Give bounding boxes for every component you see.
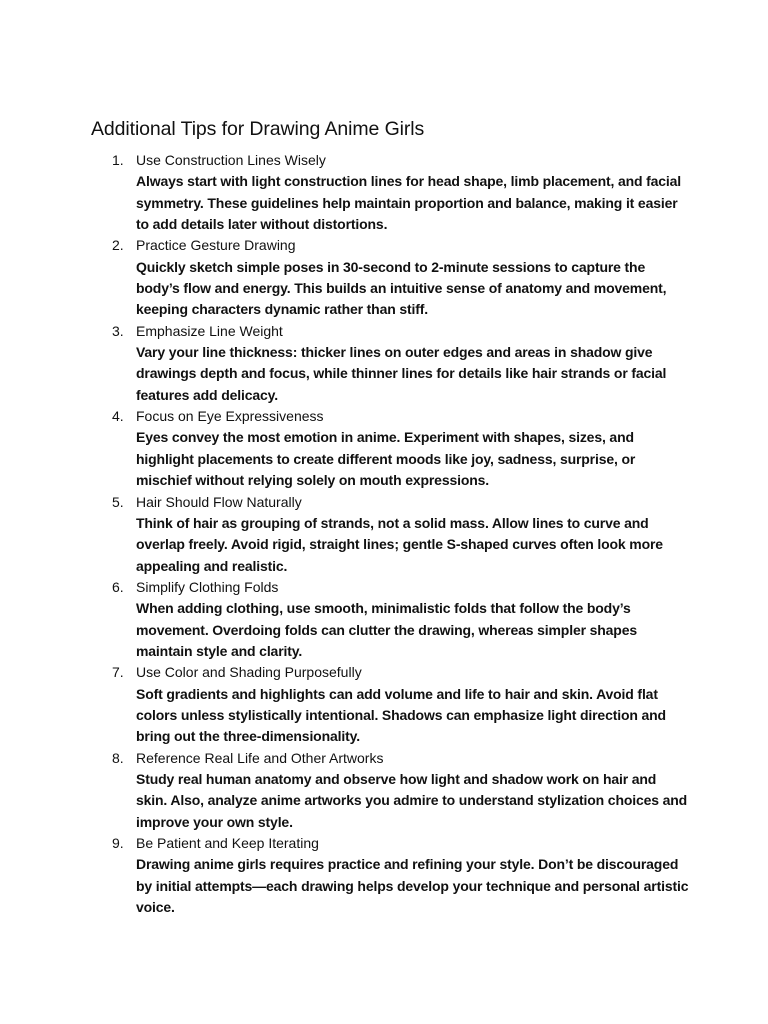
tip-heading: Use Color and Shading Purposefully [136,664,362,681]
tip-heading: Practice Gesture Drawing [136,237,296,254]
tip-body: Soft gradients and highlights can add volume and life to hair and skin. Avoid flat colors unless stylistically intentional. Shadows can emphasize light direction and bring out the three-dimensionality. [136,685,666,745]
tip-item [110,235,690,320]
tip-heading: Focus on Eye Expressiveness [136,408,324,425]
tip-number: 1. [112,152,124,168]
tip-body: Think of hair as grouping of strands, not a solid mass. Allow lines to curve and overlap freely. Avoid rigid, straight lines; gentle S-shaped curves often look more appealing and realistic. [136,514,663,574]
tip-body: Eyes convey the most emotion in anime. Experiment with shapes, sizes, and highlight placements to create different moods like joy, sadness, surprise, or mischief without relying solely on mouth expressions. [136,429,636,489]
tip-item [110,321,690,406]
tip-item [110,492,690,577]
tip-heading: Hair Should Flow Naturally [136,493,302,510]
tip-number: 3. [112,322,124,339]
tip-number: 4. [112,408,124,425]
tip-heading: Emphasize Line Weight [136,322,283,339]
tip-number: 9. [112,835,124,851]
tip-body: Vary your line thickness: thicker lines on outer edges and areas in shadow give drawings depth and focus, while thinner lines for details like hair strands or facial features add delicacy. [136,344,667,403]
tip-heading: Reference Real Life and Other Artworks [136,749,384,766]
tip-body: Always start with light construction lines for head shape, limb placement, and facial symmetry. These guidelines help maintain proportion and balance, making it easier to add details later without distortions. [136,173,682,233]
tip-item [110,406,690,491]
tip-body: Study real human anatomy and observe how light and shadow work on hair and skin. Also, analyze anime artworks you admire to understand stylization choices and improve your own style. [136,770,688,830]
tips-list [110,150,690,918]
tip-item [110,662,690,747]
tip-item [110,577,690,662]
page-title: Additional Tips for Drawing Anime Girls [91,118,425,140]
tip-heading: Simplify Clothing Folds [136,578,279,595]
tip-item [110,150,690,235]
tip-number: 8. [112,749,124,766]
tip-heading: Be Patient and Keep Iterating [136,835,319,851]
tip-body: Drawing anime girls requires practice and refining your style. Don’t be discouraged by initial attempts—each drawing helps develop your technique and personal artistic voice. [136,856,689,916]
tip-number: 7. [112,664,124,681]
tip-number: 5. [112,493,124,510]
tip-body: Quickly sketch simple poses in 30-second to 2-minute sessions to capture the body’s flow and energy. This builds an intuitive sense of anatomy and movement, keeping characters dynamic rather than stiff. [136,258,667,318]
tip-number: 6. [112,578,124,595]
tip-number: 2. [112,237,124,254]
tip-item [110,833,690,918]
tip-heading: Use Construction Lines Wisely [136,152,326,168]
tip-item [110,748,690,833]
tip-body: When adding clothing, use smooth, minimalistic folds that follow the body’s movement. Overdoing folds can clutter the drawing, whereas simpler shapes maintain style and clarity. [136,600,637,659]
